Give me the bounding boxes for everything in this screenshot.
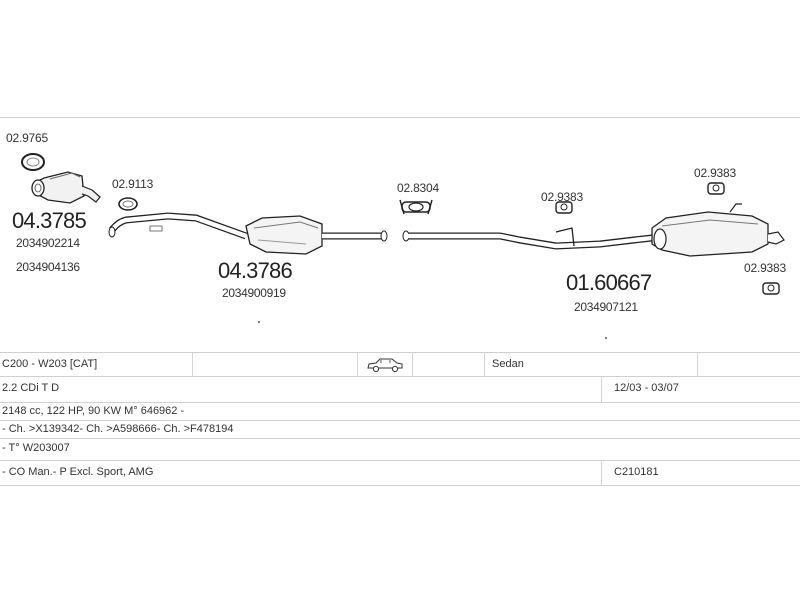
ring-clamp-icon bbox=[22, 154, 44, 170]
body-type: Sedan bbox=[492, 358, 524, 370]
hanger-ref-mid[interactable]: 02.9383 bbox=[541, 190, 583, 204]
table-divider bbox=[484, 352, 485, 376]
table-line bbox=[0, 420, 800, 421]
vehicle-model: C200 - W203 [CAT] bbox=[2, 358, 98, 370]
hanger-ref-rear-top[interactable]: 02.9383 bbox=[694, 166, 736, 180]
table-divider bbox=[192, 352, 193, 376]
clamp-ring-ref[interactable]: 02.9765 bbox=[6, 131, 48, 145]
catalyst-oe-number-2: 2034904136 bbox=[16, 260, 80, 274]
table-line bbox=[0, 485, 800, 486]
chassis-numbers: - Ch. >X139342- Ch. >A598666- Ch. >F478194 bbox=[2, 423, 234, 435]
hanger-ref-rear-bottom[interactable]: 02.9383 bbox=[744, 261, 786, 275]
catalyst-part-number[interactable]: 04.3785 bbox=[12, 208, 86, 233]
pipe-clamp-icon bbox=[400, 200, 432, 214]
type-number: - T° W203007 bbox=[2, 442, 70, 454]
table-divider bbox=[357, 352, 358, 376]
engine-spec: 2148 cc, 122 HP, 90 KW M° 646962 - bbox=[2, 405, 185, 417]
fitment-notes: - CO Man.- P Excl. Sport, AMG bbox=[2, 466, 154, 478]
rubber-hanger-icon bbox=[708, 183, 724, 194]
production-dates: 12/03 - 03/07 bbox=[614, 382, 679, 394]
rear-silencer-drawing bbox=[403, 204, 784, 256]
table-divider bbox=[601, 376, 602, 402]
rear-silencer-part-number[interactable]: 01.60667 bbox=[566, 270, 652, 295]
sedan-car-icon bbox=[366, 357, 404, 373]
front-pipe-drawing bbox=[109, 216, 387, 254]
rubber-hanger-icon bbox=[763, 283, 779, 294]
front-pipe-part-number[interactable]: 04.3786 bbox=[218, 258, 292, 283]
table-line bbox=[0, 376, 800, 377]
engine-description: 2.2 CDi T D bbox=[2, 382, 60, 394]
table-line bbox=[0, 460, 800, 461]
gasket-ring-icon bbox=[119, 198, 137, 210]
table-line bbox=[0, 402, 800, 403]
table-divider bbox=[697, 352, 698, 376]
front-pipe-oe-number: 2034900919 bbox=[222, 286, 286, 300]
table-line bbox=[0, 438, 800, 439]
table-divider bbox=[412, 352, 413, 376]
rear-silencer-oe-number: 2034907121 bbox=[574, 300, 638, 314]
table-line bbox=[0, 352, 800, 353]
gasket-ref[interactable]: 02.9113 bbox=[112, 177, 154, 191]
table-divider bbox=[601, 460, 602, 485]
catalyst-oe-number-1: 2034902214 bbox=[16, 236, 80, 250]
clamp-ref[interactable]: 02.8304 bbox=[397, 181, 439, 195]
vehicle-code: C210181 bbox=[614, 466, 659, 478]
catalytic-converter-icon bbox=[32, 172, 100, 203]
